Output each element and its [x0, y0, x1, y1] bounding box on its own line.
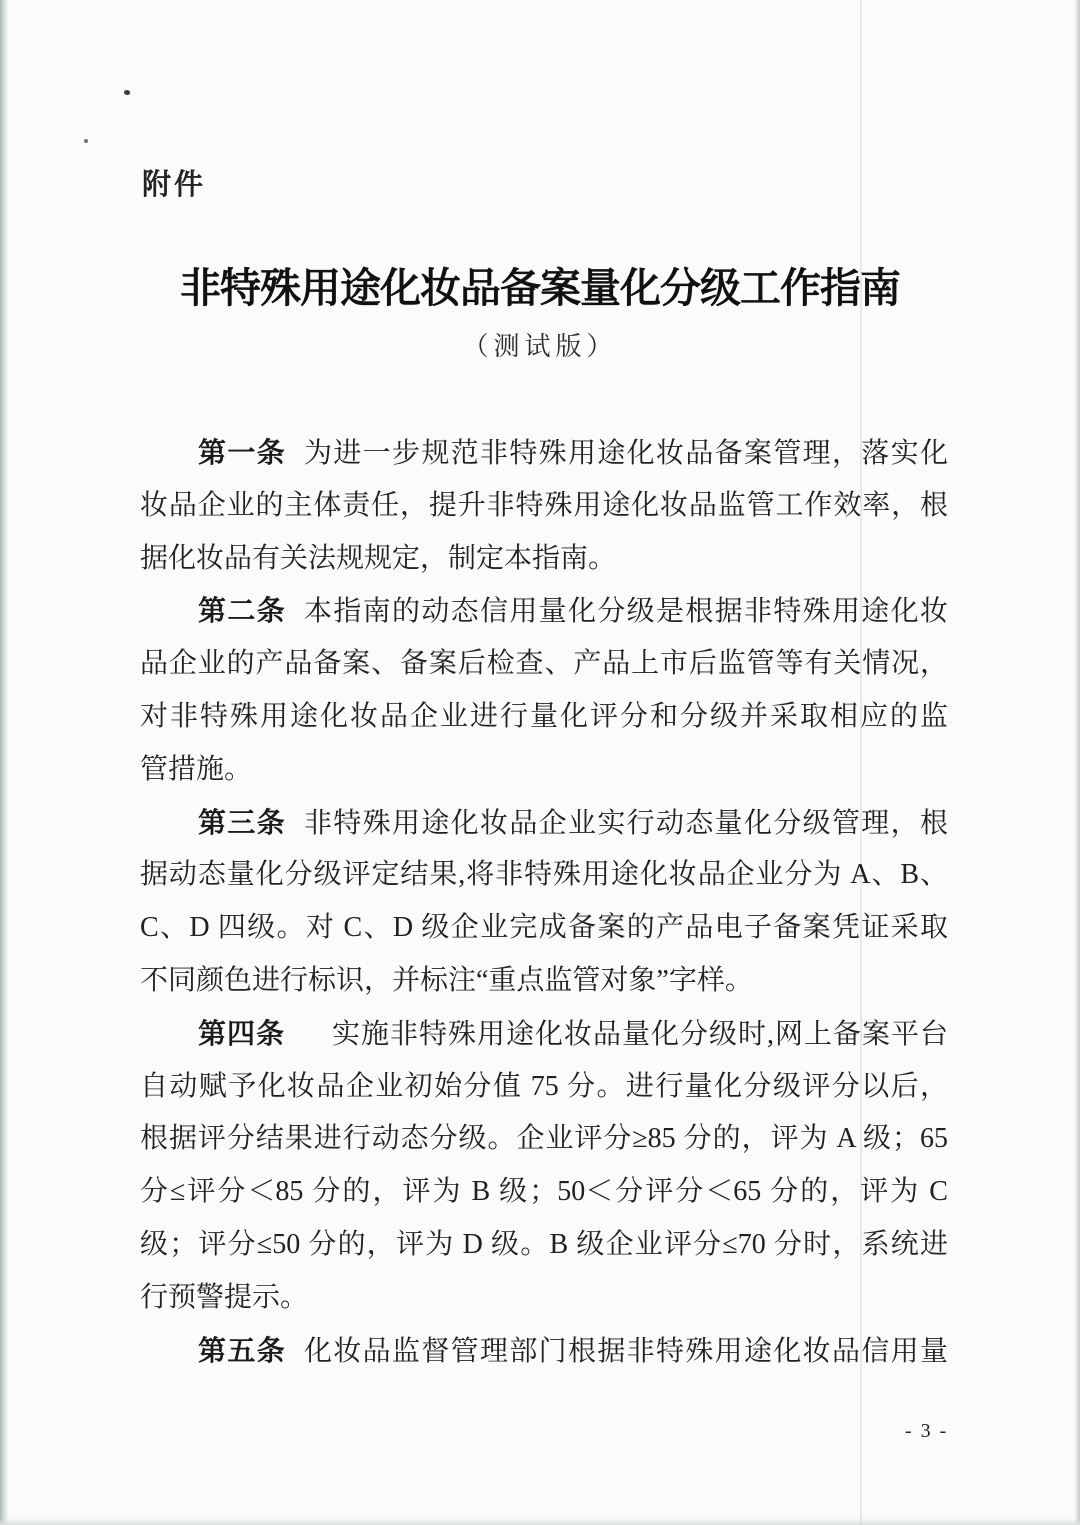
line-text: 管措施。	[140, 753, 253, 785]
article-number: 第三条	[198, 806, 286, 838]
scan-edge-bottom	[0, 1518, 1080, 1525]
body-line	[140, 691, 948, 744]
article-number: 第二条	[198, 595, 286, 627]
document-subtitle: （测试版）	[462, 332, 618, 361]
body-line	[140, 1113, 948, 1166]
attachment-label: 附件	[142, 169, 207, 201]
line-text: 级；评分≤50 分的，评为 D 级。B 级企业评分≤70 分时，系统进	[140, 1228, 948, 1260]
body-line	[140, 902, 948, 955]
body-line	[140, 849, 948, 902]
scan-edge-right	[1074, 0, 1080, 1525]
line-text: 实施非特殊用途化妆品量化分级时,网上备案平台	[303, 1018, 948, 1050]
body-line	[140, 638, 948, 691]
paragraph-article-2	[140, 585, 948, 796]
body-line	[140, 797, 948, 850]
body-line	[140, 1061, 948, 1114]
scan-edge-left	[0, 0, 9, 1525]
line-text: C、D 四级。对 C、D 级企业完成备案的产品电子备案凭证采取	[140, 912, 948, 944]
document-body	[140, 427, 948, 1377]
ink-speck	[123, 89, 131, 96]
paragraph-article-5	[140, 1325, 948, 1378]
line-text: 品企业的产品备案、备案后检查、产品上市后监管等有关情况，	[140, 648, 948, 680]
line-text: 分≤评分＜85 分的，评为 B 级；50＜分评分＜65 分的，评为 C	[140, 1176, 948, 1208]
ink-speck	[84, 139, 88, 143]
line-text: 化妆品监督管理部门根据非特殊用途化妆品信用量	[304, 1335, 948, 1367]
body-line	[140, 427, 948, 480]
line-text: 对非特殊用途化妆品企业进行量化评分和分级并采取相应的监	[140, 700, 948, 732]
line-text: 妆品企业的主体责任，提升非特殊用途化妆品监管工作效率，根	[140, 489, 948, 521]
body-line	[140, 1008, 948, 1061]
line-text: 根据评分结果进行动态分级。企业评分≥85 分的，评为 A 级；65	[140, 1123, 948, 1155]
article-number: 第一条	[198, 437, 286, 468]
body-line	[140, 585, 948, 638]
body-line	[140, 480, 948, 533]
line-text: 为进一步规范非特殊用途化妆品备案管理，落实化	[304, 438, 948, 469]
paragraph-article-1	[140, 427, 948, 585]
body-line	[140, 533, 948, 586]
body-line	[140, 1325, 948, 1378]
line-text: 行预警提示。	[140, 1281, 309, 1313]
paragraph-article-3	[140, 797, 948, 1008]
page-number: - 3 -	[905, 1420, 949, 1442]
body-line	[140, 1219, 948, 1272]
line-text: 非特殊用途化妆品企业实行动态量化分级管理，根	[304, 807, 948, 839]
article-number: 第五条	[198, 1334, 286, 1366]
document-title: 非特殊用途化妆品备案量化分级工作指南	[180, 265, 900, 311]
line-text: 自动赋予化妆品企业初始分值 75 分。进行量化分级评分以后，	[140, 1070, 948, 1102]
line-text: 据化妆品有关法规规定，制定本指南。	[140, 542, 617, 574]
line-text: 本指南的动态信用量化分级是根据非特殊用途化妆	[304, 596, 948, 628]
body-line	[140, 1272, 948, 1325]
article-number: 第四条	[198, 1017, 285, 1049]
body-line	[140, 744, 948, 797]
body-line	[140, 955, 948, 1008]
line-text: 据动态量化分级评定结果,将非特殊用途化妆品企业分为 A、B、	[140, 859, 948, 891]
line-text: 不同颜色进行标识，并标注“重点监管对象”字样。	[140, 964, 753, 996]
body-line	[140, 1166, 948, 1219]
paragraph-article-4	[140, 1008, 948, 1325]
